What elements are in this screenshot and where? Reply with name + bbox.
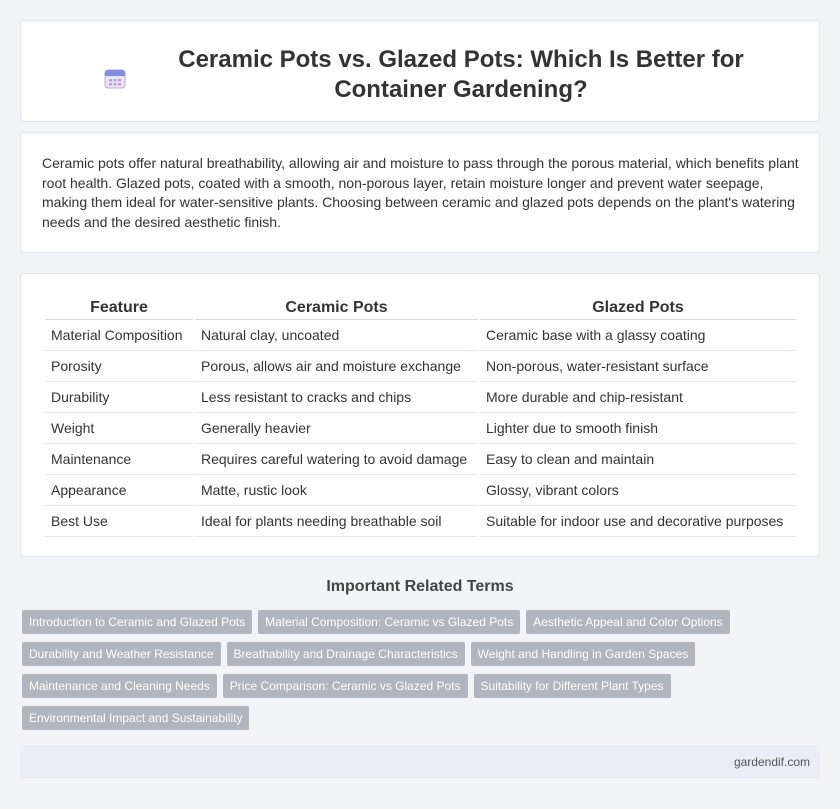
table-header-row [45,294,796,320]
feature-cell: Best Use [45,506,193,537]
footer [20,745,820,778]
ceramic-cell: Generally heavier [195,413,478,444]
table-row [45,413,796,444]
table-row [45,506,796,537]
ceramic-cell: Less resistant to cracks and chips [195,382,478,413]
table-row [45,351,796,382]
related-term-tag[interactable]: Breathability and Drainage Characteristics [227,642,465,666]
related-term-tag[interactable]: Material Composition: Ceramic vs Glazed Pots [258,610,520,634]
glazed-cell: Glossy, vibrant colors [480,475,796,506]
table-row [45,444,796,475]
table-row [45,320,796,351]
related-terms-heading: Important Related Terms [326,578,514,595]
related-term-tag[interactable]: Introduction to Ceramic and Glazed Pots [22,610,252,634]
related-term-tag[interactable]: Durability and Weather Resistance [22,642,221,666]
feature-cell: Maintenance [45,444,193,475]
related-term-tag[interactable]: Aesthetic Appeal and Color Options [526,610,729,634]
table-row [45,475,796,506]
table-row [45,382,796,413]
feature-cell: Durability [45,382,193,413]
ceramic-cell: Ideal for plants needing breathable soil [195,506,478,537]
feature-cell: Weight [45,413,193,444]
glazed-cell: More durable and chip-resistant [480,382,796,413]
related-term-tag[interactable]: Price Comparison: Ceramic vs Glazed Pots [223,674,468,698]
comparison-table-card [20,273,820,557]
feature-cell: Material Composition [45,320,193,351]
footer-site-link[interactable]: gardendif.com [733,755,810,769]
related-term-tag[interactable]: Suitability for Different Plant Types [474,674,671,698]
header-glazed-pots: Glazed Pots [480,294,796,320]
header-feature: Feature [45,294,193,320]
related-term-tag[interactable]: Environmental Impact and Sustainability [22,706,249,730]
ceramic-cell: Natural clay, uncoated [195,320,478,351]
related-term-tag[interactable]: Weight and Handling in Garden Spaces [471,642,696,666]
related-terms-list [22,610,782,730]
ceramic-cell: Requires careful watering to avoid damage [195,444,478,475]
glazed-cell: Suitable for indoor use and decorative purposes [480,506,796,537]
feature-cell: Appearance [45,475,193,506]
header-ceramic-pots: Ceramic Pots [195,294,478,320]
related-term-tag[interactable]: Maintenance and Cleaning Needs [22,674,217,698]
comparison-table [43,294,798,537]
glazed-cell: Non-porous, water-resistant surface [480,351,796,382]
summary-card [20,132,820,253]
page-title: Ceramic Pots vs. Glazed Pots: Which Is Better for Container Gardening? [178,46,744,103]
feature-cell: Porosity [45,351,193,382]
title-card [20,20,820,122]
ceramic-cell: Porous, allows air and moisture exchange [195,351,478,382]
glazed-cell: Easy to clean and maintain [480,444,796,475]
ceramic-cell: Matte, rustic look [195,475,478,506]
summary-text: Ceramic pots offer natural breathability, allowing air and moisture to pass through the porous material, which benefits plant root health. Glazed pots, coated with a smooth, non-porous layer, retain moisture longer and prevent water seepage, making them ideal for water-sensitive plants. Choosing between ceramic and glazed pots depends on the plant's watering needs and the desired aesthetic finish. [42,155,799,230]
glazed-cell: Ceramic base with a glassy coating [480,320,796,351]
glazed-cell: Lighter due to smooth finish [480,413,796,444]
